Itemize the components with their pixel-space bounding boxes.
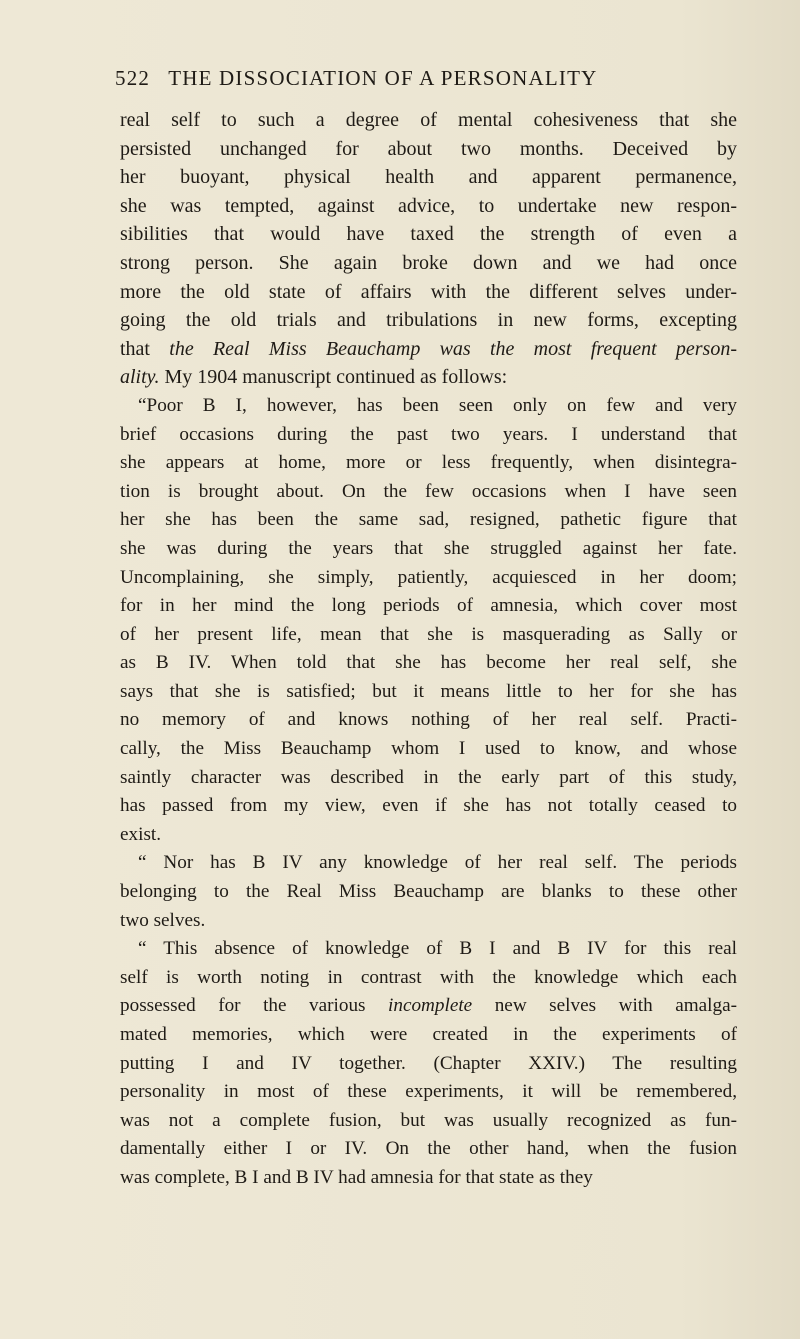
text-line: that the Real Miss Beauchamp was the most frequent person- (120, 337, 737, 360)
paragraph (120, 392, 737, 850)
text-line: strong person. She again broke down and we had once (120, 251, 737, 274)
text-line: more the old state of affairs with the different selves under- (120, 280, 737, 303)
text-line: brief occasions during the past two years. I understand that (120, 423, 737, 445)
text-line: her she has been the same sad, resigned, pathetic figure that (120, 509, 737, 531)
text-line: has passed from my view, even if she has not totally ceased to (120, 795, 737, 817)
text-line: was complete, B I and B IV had amnesia for that state as they (120, 1166, 593, 1188)
text-line: as B IV. When told that she has become her real self, she (120, 652, 737, 674)
running-title: THE DISSOCIATION OF A PERSONALITY (168, 66, 598, 90)
text-line: saintly character was described in the early part of this study, (120, 766, 737, 788)
text-line: was not a complete fusion, but was usually recognized as fun- (120, 1109, 737, 1131)
text-line: going the old trials and tribulations in new forms, excepting (120, 309, 737, 332)
page-number: 522 (115, 66, 151, 90)
page-body-text (120, 106, 737, 1193)
text-line: no memory of and knows nothing of her real self. Practi- (120, 709, 737, 731)
paragraph (120, 106, 737, 392)
italic-text: incomplete (388, 995, 473, 1017)
paragraph (120, 849, 737, 935)
text-line: exist. (120, 823, 162, 845)
text-line: possessed for the various incomplete new selves with amalga- (120, 995, 737, 1017)
text-line: putting I and IV together. (Chapter XXIV.) The resulting (120, 1052, 737, 1074)
text-line: her buoyant, physical health and apparent permanence, (120, 166, 737, 189)
text-line: cally, the Miss Beauchamp whom I used to know, and whose (120, 738, 737, 760)
running-header (115, 66, 695, 91)
text-line: she appears at home, more or less frequently, when disintegra- (120, 452, 737, 474)
text-line: mated memories, which were created in the experiments of (120, 1024, 737, 1045)
text-line: sibilities that would have taxed the strength of even a (120, 223, 737, 246)
text-line: “ This absence of knowledge of B I and B IV for this real (138, 938, 737, 960)
paragraph (120, 935, 737, 1192)
text-line: for in her mind the long periods of amnesia, which cover most (120, 595, 737, 617)
text-line: damentally either I or IV. On the other hand, when the fusion (120, 1138, 737, 1160)
text-line: says that she is satisfied; but it means little to her for she has (120, 680, 737, 702)
text-line: “Poor B I, however, has been seen only on few and very (138, 394, 737, 416)
text-line: self is worth noting in contrast with the knowledge which each (120, 966, 737, 988)
text-line: of her present life, mean that she is masquerading as Sally or (120, 623, 737, 645)
text-line: persisted unchanged for about two months. Deceived by (120, 137, 737, 160)
text-line: two selves. (120, 909, 206, 931)
text-line: Uncomplaining, she simply, patiently, acquiesced in her doom; (120, 566, 737, 588)
text-line: real self to such a degree of mental cohesiveness that she (120, 109, 737, 131)
italic-text: ality. (120, 366, 160, 389)
italic-text: the Real Miss Beauchamp was the most frequent person- (169, 337, 737, 360)
text-line: ality. My 1904 manuscript continued as follows: (120, 366, 508, 389)
text-line: she was during the years that she struggled against her fate. (120, 537, 737, 559)
text-line: “ Nor has B IV any knowledge of her real self. The periods (138, 852, 737, 874)
text-line: personality in most of these experiments, it will be remembered, (120, 1081, 737, 1103)
text-line: tion is brought about. On the few occasions when I have seen (120, 480, 737, 502)
text-line: she was tempted, against advice, to undertake new respon- (120, 194, 737, 217)
text-line: belonging to the Real Miss Beauchamp are blanks to these other (120, 881, 737, 903)
